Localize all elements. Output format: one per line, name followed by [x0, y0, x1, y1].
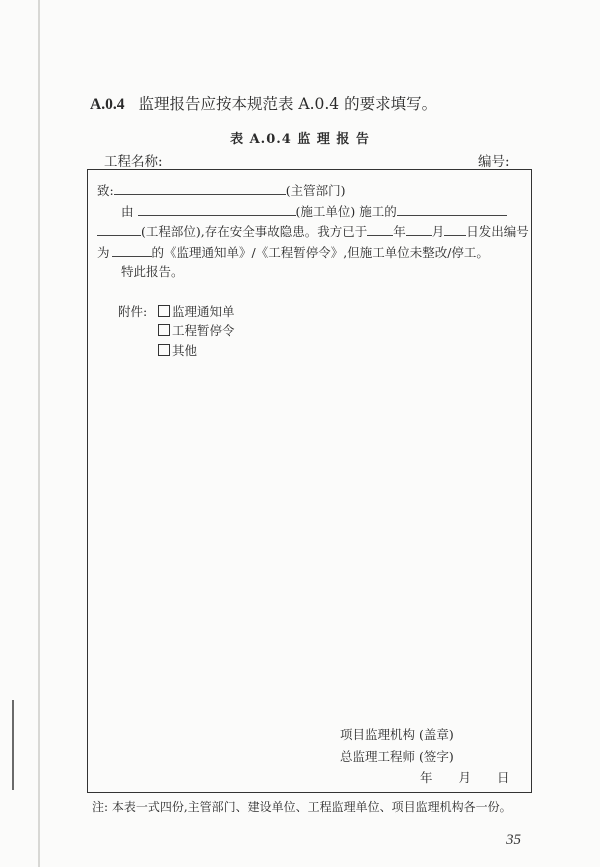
signature-date [420, 768, 510, 786]
attachment-label: 监理通知单 [172, 304, 235, 319]
day-blank[interactable] [444, 223, 466, 236]
signature-month: 月 [458, 770, 472, 785]
page-edge-shadow [12, 700, 14, 790]
page-number: 35 [506, 832, 521, 848]
project-blank[interactable] [397, 203, 507, 216]
checkbox-icon[interactable] [158, 324, 170, 336]
serial-number-label: 编号: [478, 154, 510, 170]
project-name-label: 工程名称: [104, 154, 163, 170]
attachment-item[interactable] [158, 304, 235, 320]
section-heading [90, 92, 437, 114]
month-blank[interactable] [406, 223, 432, 236]
attachments-label: 附件: [118, 304, 148, 319]
for-label: 为 [97, 245, 110, 260]
checkbox-icon[interactable] [158, 305, 170, 317]
to-label: 致: [97, 183, 114, 198]
notice-line [97, 244, 489, 261]
report-form [87, 169, 532, 793]
notice-text: 的《监理通知单》/《工程暂停令》,但施工单位未整改/停工。 [151, 245, 489, 260]
constructor-blank[interactable] [138, 203, 296, 216]
attachment-label: 工程暂停令 [172, 323, 235, 338]
notice-number-blank[interactable] [112, 244, 152, 257]
section-heading-text: 监理报告应按本规范表 A.0.4 的要求填写。 [138, 95, 438, 113]
checkbox-icon[interactable] [158, 344, 170, 356]
chief-engineer-signature: 总监理工程师 (签字) [340, 749, 454, 764]
authority-blank[interactable] [114, 182, 286, 195]
section-number: A.0.4 [90, 96, 125, 113]
attachment-item[interactable] [158, 323, 235, 339]
year-label: 年 [393, 224, 406, 239]
day-issue-label: 日发出编号 [466, 224, 529, 239]
supervision-org-seal: 项目监理机构 (盖章) [340, 727, 454, 742]
year-blank[interactable] [367, 223, 393, 236]
by-label: 由 [121, 204, 134, 219]
table-title: 表 A.0.4 监 理 报 告 [230, 132, 370, 147]
to-suffix: (主管部门) [285, 183, 346, 198]
attachment-item[interactable] [158, 343, 197, 359]
part-blank[interactable] [97, 223, 141, 236]
signature-day: 日 [497, 770, 510, 785]
special-report: 特此报告。 [121, 264, 184, 279]
constructor-suffix: (施工单位) 施工的 [295, 204, 397, 219]
signature-year: 年 [420, 770, 433, 785]
footnote: 注: 本表一式四份,主管部门、建设单位、工程监理单位、项目监理机构各一份。 [92, 800, 512, 814]
part-line [97, 223, 529, 240]
part-suffix: (工程部位),存在安全事故隐患。我方已于 [141, 224, 368, 239]
to-line [97, 182, 345, 199]
constructor-line [121, 203, 507, 220]
attachment-label: 其他 [172, 343, 198, 358]
month-label: 月 [431, 224, 445, 239]
